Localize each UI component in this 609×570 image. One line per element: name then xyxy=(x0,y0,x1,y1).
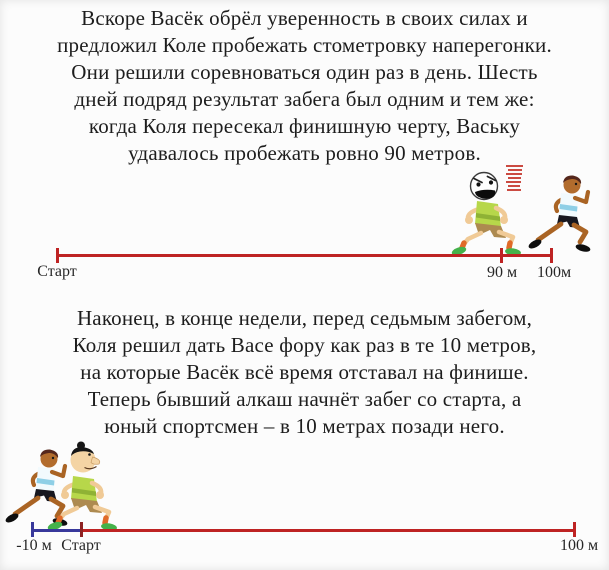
curse-scribble-icon xyxy=(506,166,523,190)
problem-paragraph-2 xyxy=(8,305,601,440)
handicap-segment xyxy=(33,529,82,532)
cartoon-man-runner-illustration xyxy=(46,438,132,532)
text-line: юный спортсмен – в 10 метрах позади него. xyxy=(104,414,505,438)
label-start-1: Старт xyxy=(37,263,77,280)
label-minus10m: -10 м xyxy=(16,537,52,554)
text-line: Коля решил дать Васе фору как раз в те 10 метров, xyxy=(72,333,537,357)
text-line: Они решили соревноваться один раз в день. Шесть xyxy=(71,60,538,84)
text-line: Наконец, в конце недели, перед седьмым забегом, xyxy=(76,306,533,330)
text-line: удавалось пробежать ровно 90 метров. xyxy=(128,141,481,165)
label-100m-2: 100 м xyxy=(559,537,599,554)
text-line: Теперь бывший алкаш начнёт забег со старта, а xyxy=(87,387,522,411)
label-start-2: Старт xyxy=(61,537,101,554)
athlete-runner-illustration xyxy=(527,173,597,257)
track-line-2 xyxy=(82,529,575,532)
label-90m: 90 м xyxy=(486,264,518,281)
text-line: на которые Васёк всё время отставал на финише. xyxy=(80,360,529,384)
tick-minus10m xyxy=(31,522,34,537)
rage-face-runner-illustration xyxy=(450,163,536,257)
text-line: дней подряд результат забега был одним и тем же: xyxy=(74,87,535,111)
problem-paragraph-1 xyxy=(8,5,601,167)
tick-start-1 xyxy=(56,248,59,263)
track-line-1 xyxy=(57,254,552,257)
text-line: Вскоре Васёк обрёл уверенность в своих силах и xyxy=(81,6,528,30)
text-line: предложил Коле пробежать стометровку наперегонки. xyxy=(57,33,552,57)
tick-100m-1 xyxy=(550,248,553,263)
tick-100m-2 xyxy=(573,522,576,537)
tick-start-2 xyxy=(80,522,83,537)
text-line: когда Коля пересекал финишную черту, Ваську xyxy=(88,114,521,138)
tick-90m xyxy=(500,248,503,263)
label-100m-1: 100м xyxy=(536,264,572,281)
